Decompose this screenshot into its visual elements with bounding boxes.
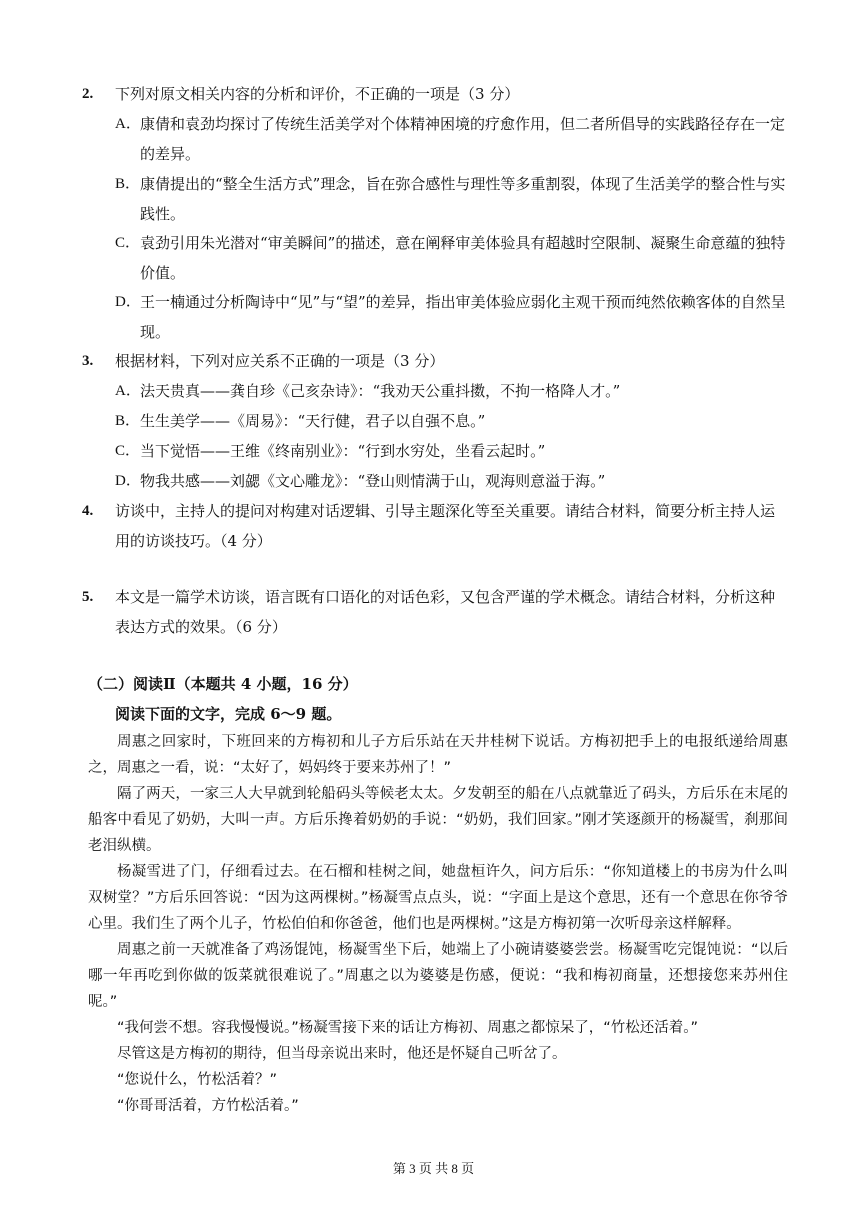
question-3-option-a <box>115 376 787 406</box>
option-text: 物我共感——刘勰《文心雕龙》：“登山则情满于山，观海则意溢于海。” <box>140 472 606 490</box>
question-3-option-d <box>115 466 787 496</box>
question-stem: 根据材料，下列对应关系不正确的一项是（3 分） <box>115 352 445 370</box>
question-number: 2. <box>82 86 94 102</box>
option-label: A． <box>115 116 141 132</box>
question-4 <box>82 496 787 556</box>
question-stem: 访谈中，主持人的提问对构建对话逻辑、引导主题深化等至关重要。请结合材料，简要分析主持人运用的访谈技巧。（4 分） <box>115 502 776 550</box>
option-text: 法天贵真——龚自珍《己亥杂诗》：“我劝天公重抖擞，不拘一格降人才。” <box>140 382 621 400</box>
passage-paragraph: “您说什么，竹松活着？” <box>117 1072 278 1088</box>
question-2 <box>82 79 787 109</box>
question-2-option-d <box>115 287 787 347</box>
question-3-option-b <box>115 406 787 436</box>
option-text: 康倩提出的“整全生活方式”理念，旨在弥合感性与理性等多重割裂，体现了生活美学的整合性与实践性。 <box>140 175 786 223</box>
question-2-option-c <box>115 228 787 288</box>
option-label: B． <box>115 176 141 192</box>
question-number: 4. <box>82 503 94 519</box>
option-label: D． <box>115 473 141 489</box>
option-text: 王一楠通过分析陶诗中“见”与“望”的差异，指出审美体验应弱化主观干预而纯然依赖客体的自然呈现。 <box>140 293 786 341</box>
passage-paragraph: 杨凝雪进了门，仔细看过去。在石榴和桂树之间，她盘桓许久，问方后乐：“你知道楼上的书房为什么叫双树堂？”方后乐回答说：“因为这两棵树。”杨凝雪点点头，说：“字面上是这个意思，还有一个意思在你爷爷心里。我们生了两个儿子，竹松伯伯和你爸爸，他们也是两棵树。”这是方梅初第一次听母亲这样解释。 <box>88 864 788 932</box>
option-label: B． <box>115 413 141 429</box>
question-2-option-a <box>115 109 787 169</box>
question-stem: 下列对原文相关内容的分析和评价，不正确的一项是（3 分） <box>115 85 520 103</box>
option-label: C． <box>115 235 141 251</box>
question-3-option-c <box>115 436 787 466</box>
option-label: C． <box>115 443 141 459</box>
question-stem: 本文是一篇学术访谈，语言既有口语化的对话色彩，又包含严谨的学术概念。请结合材料，分析这种表达方式的效果。（6 分） <box>115 588 776 636</box>
question-2-option-b <box>115 169 787 229</box>
option-text: 生生美学——《周易》：“天行健，君子以自强不息。” <box>140 412 486 430</box>
section-title: （二）阅读Ⅱ（本题共 4 小题，16 分） <box>88 675 358 693</box>
passage-paragraph: 周惠之前一天就准备了鸡汤馄饨，杨凝雪坐下后，她端上了小碗请婆婆尝尝。杨凝雪吃完馄饨说：“以后哪一年再吃到你做的饭菜就很难说了。”周惠之以为婆婆是伤感，便说：“我和梅初商量，还想接您来苏州住呢。” <box>88 942 788 1010</box>
option-text: 当下觉悟——王维《终南别业》：“行到水穷处，坐看云起时。” <box>140 442 546 460</box>
question-number: 3. <box>82 353 94 369</box>
question-5 <box>82 582 787 642</box>
option-text: 康倩和袁劲均探讨了传统生活美学对个体精神困境的疗愈作用，但二者所倡导的实践路径存在一定的差异。 <box>140 115 786 163</box>
passage-paragraph: 尽管这是方梅初的期待，但当母亲说出来时，他还是怀疑自己听岔了。 <box>117 1046 567 1062</box>
question-3 <box>82 346 787 376</box>
passage-paragraph: “我何尝不想。容我慢慢说。”杨凝雪接下来的话让方梅初、周惠之都惊呆了，“竹松还活着。” <box>117 1020 699 1036</box>
passage-paragraph: 周惠之回家时，下班回来的方梅初和儿子方后乐站在天井桂树下说话。方梅初把手上的电报纸递给周惠之，周惠之一看，说：“太好了，妈妈终于要来苏州了！” <box>88 734 788 776</box>
question-number: 5. <box>82 589 94 605</box>
section-instruction: 阅读下面的文字，完成 6～9 题。 <box>115 705 342 723</box>
option-text: 袁劲引用朱光潜对“审美瞬间”的描述，意在阐释审美体验具有超越时空限制、凝聚生命意蕴的独特价值。 <box>140 234 786 282</box>
reading-passage <box>88 729 788 1119</box>
passage-paragraph: 隔了两天，一家三人大早就到轮船码头等候老太太。夕发朝至的船在八点就靠近了码头，方后乐在末尾的船客中看见了奶奶，大叫一声。方后乐搀着奶奶的手说：“奶奶，我们回家。”刚才笑逐颜开的杨凝雪，刹那间老泪纵横。 <box>88 786 788 854</box>
option-label: A． <box>115 383 141 399</box>
page-footer: 第 3 页 共 8 页 <box>392 1161 475 1176</box>
passage-paragraph: “你哥哥活着，方竹松活着。” <box>117 1098 299 1114</box>
option-label: D． <box>115 294 141 310</box>
